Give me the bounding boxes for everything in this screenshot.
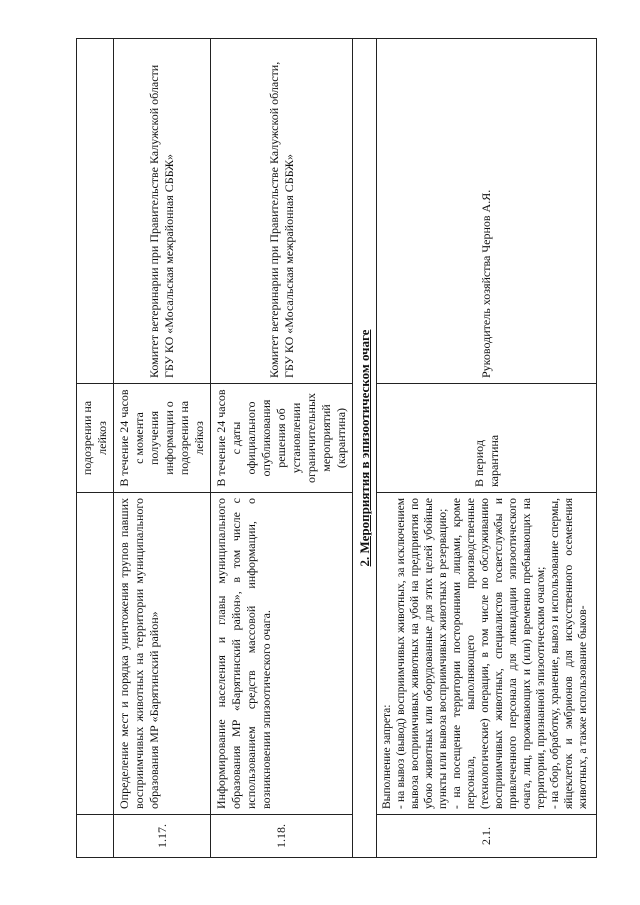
rotated-page — [76, 39, 589, 858]
measure-text: Определение мест и порядка уничтожения трупов павших восприимчивых животных на территории муниципального образования МР «Барятинский район» — [114, 493, 211, 815]
responsible-text: Комитет ветеринарии при Правительстве Калужской области ГБУ КО «Мосальская межрайонная СББЖ» — [114, 39, 211, 384]
measure-text: Выполнение запрета: - на вывоз (вывод) восприимчивых животных, за исключением вывоза восприимчивых животных на убой на предприятия по убою животных или оборудованные для этих целей убойные пункты или вывоза восприимчивых животных в резервацию; - на посещение территории посторонними лицами, кроме персонала, выполняющего производственные (технологические) операции, в том числе по обслуживанию восприимчивых животных, специалистов госветслужбы и привлеченного персонала для ликвидации эпизоотического очага, лиц, проживающих и (или) временно пребывающих на территории, признанной эпизоотическим очагом; - на сбор, обработку, хранение, вывоз и использование спермы, яйцеклеток и эмбрионов для искусственного осеменения животных, а также использование быков- — [377, 493, 597, 815]
responsible-text: Руководитель хозяйства Чернов А.Я. — [377, 39, 597, 384]
deadline-text: В период карантина — [377, 384, 597, 493]
table-row — [77, 39, 114, 858]
responsible-cell — [77, 39, 114, 384]
section-title: 2. Мероприятия в эпизоотическом очаге — [353, 39, 377, 858]
deadline-text: В течение 24 часов с момента получения информации о подозрении на лейкоз — [114, 384, 211, 493]
table-row — [211, 39, 353, 858]
deadline-cell: подозрении на лейкоз — [77, 384, 114, 493]
row-number: 2.1. — [377, 815, 597, 858]
section-row — [353, 39, 377, 858]
row-number-cell — [77, 815, 114, 858]
table-row — [377, 39, 597, 858]
row-number: 1.17. — [114, 815, 211, 858]
table-row — [114, 39, 211, 858]
measure-cell — [77, 493, 114, 815]
deadline-text: В течение 24 часов с даты официального опубликования решения об установлении ограничительных мероприятий (карантина) — [211, 384, 353, 493]
measures-table — [76, 38, 597, 858]
responsible-text: Комитет ветеринарии при Правительстве Калужской области, ГБУ КО «Мосальская межрайонная СББЖ» — [211, 39, 353, 384]
measure-text: Информирование населения и главы муниципального образования МР «Барятинский район», в том числе с использованием средств массовой информации, о возникновении эпизоотического очага. — [211, 493, 353, 815]
row-number: 1.18. — [211, 815, 353, 858]
